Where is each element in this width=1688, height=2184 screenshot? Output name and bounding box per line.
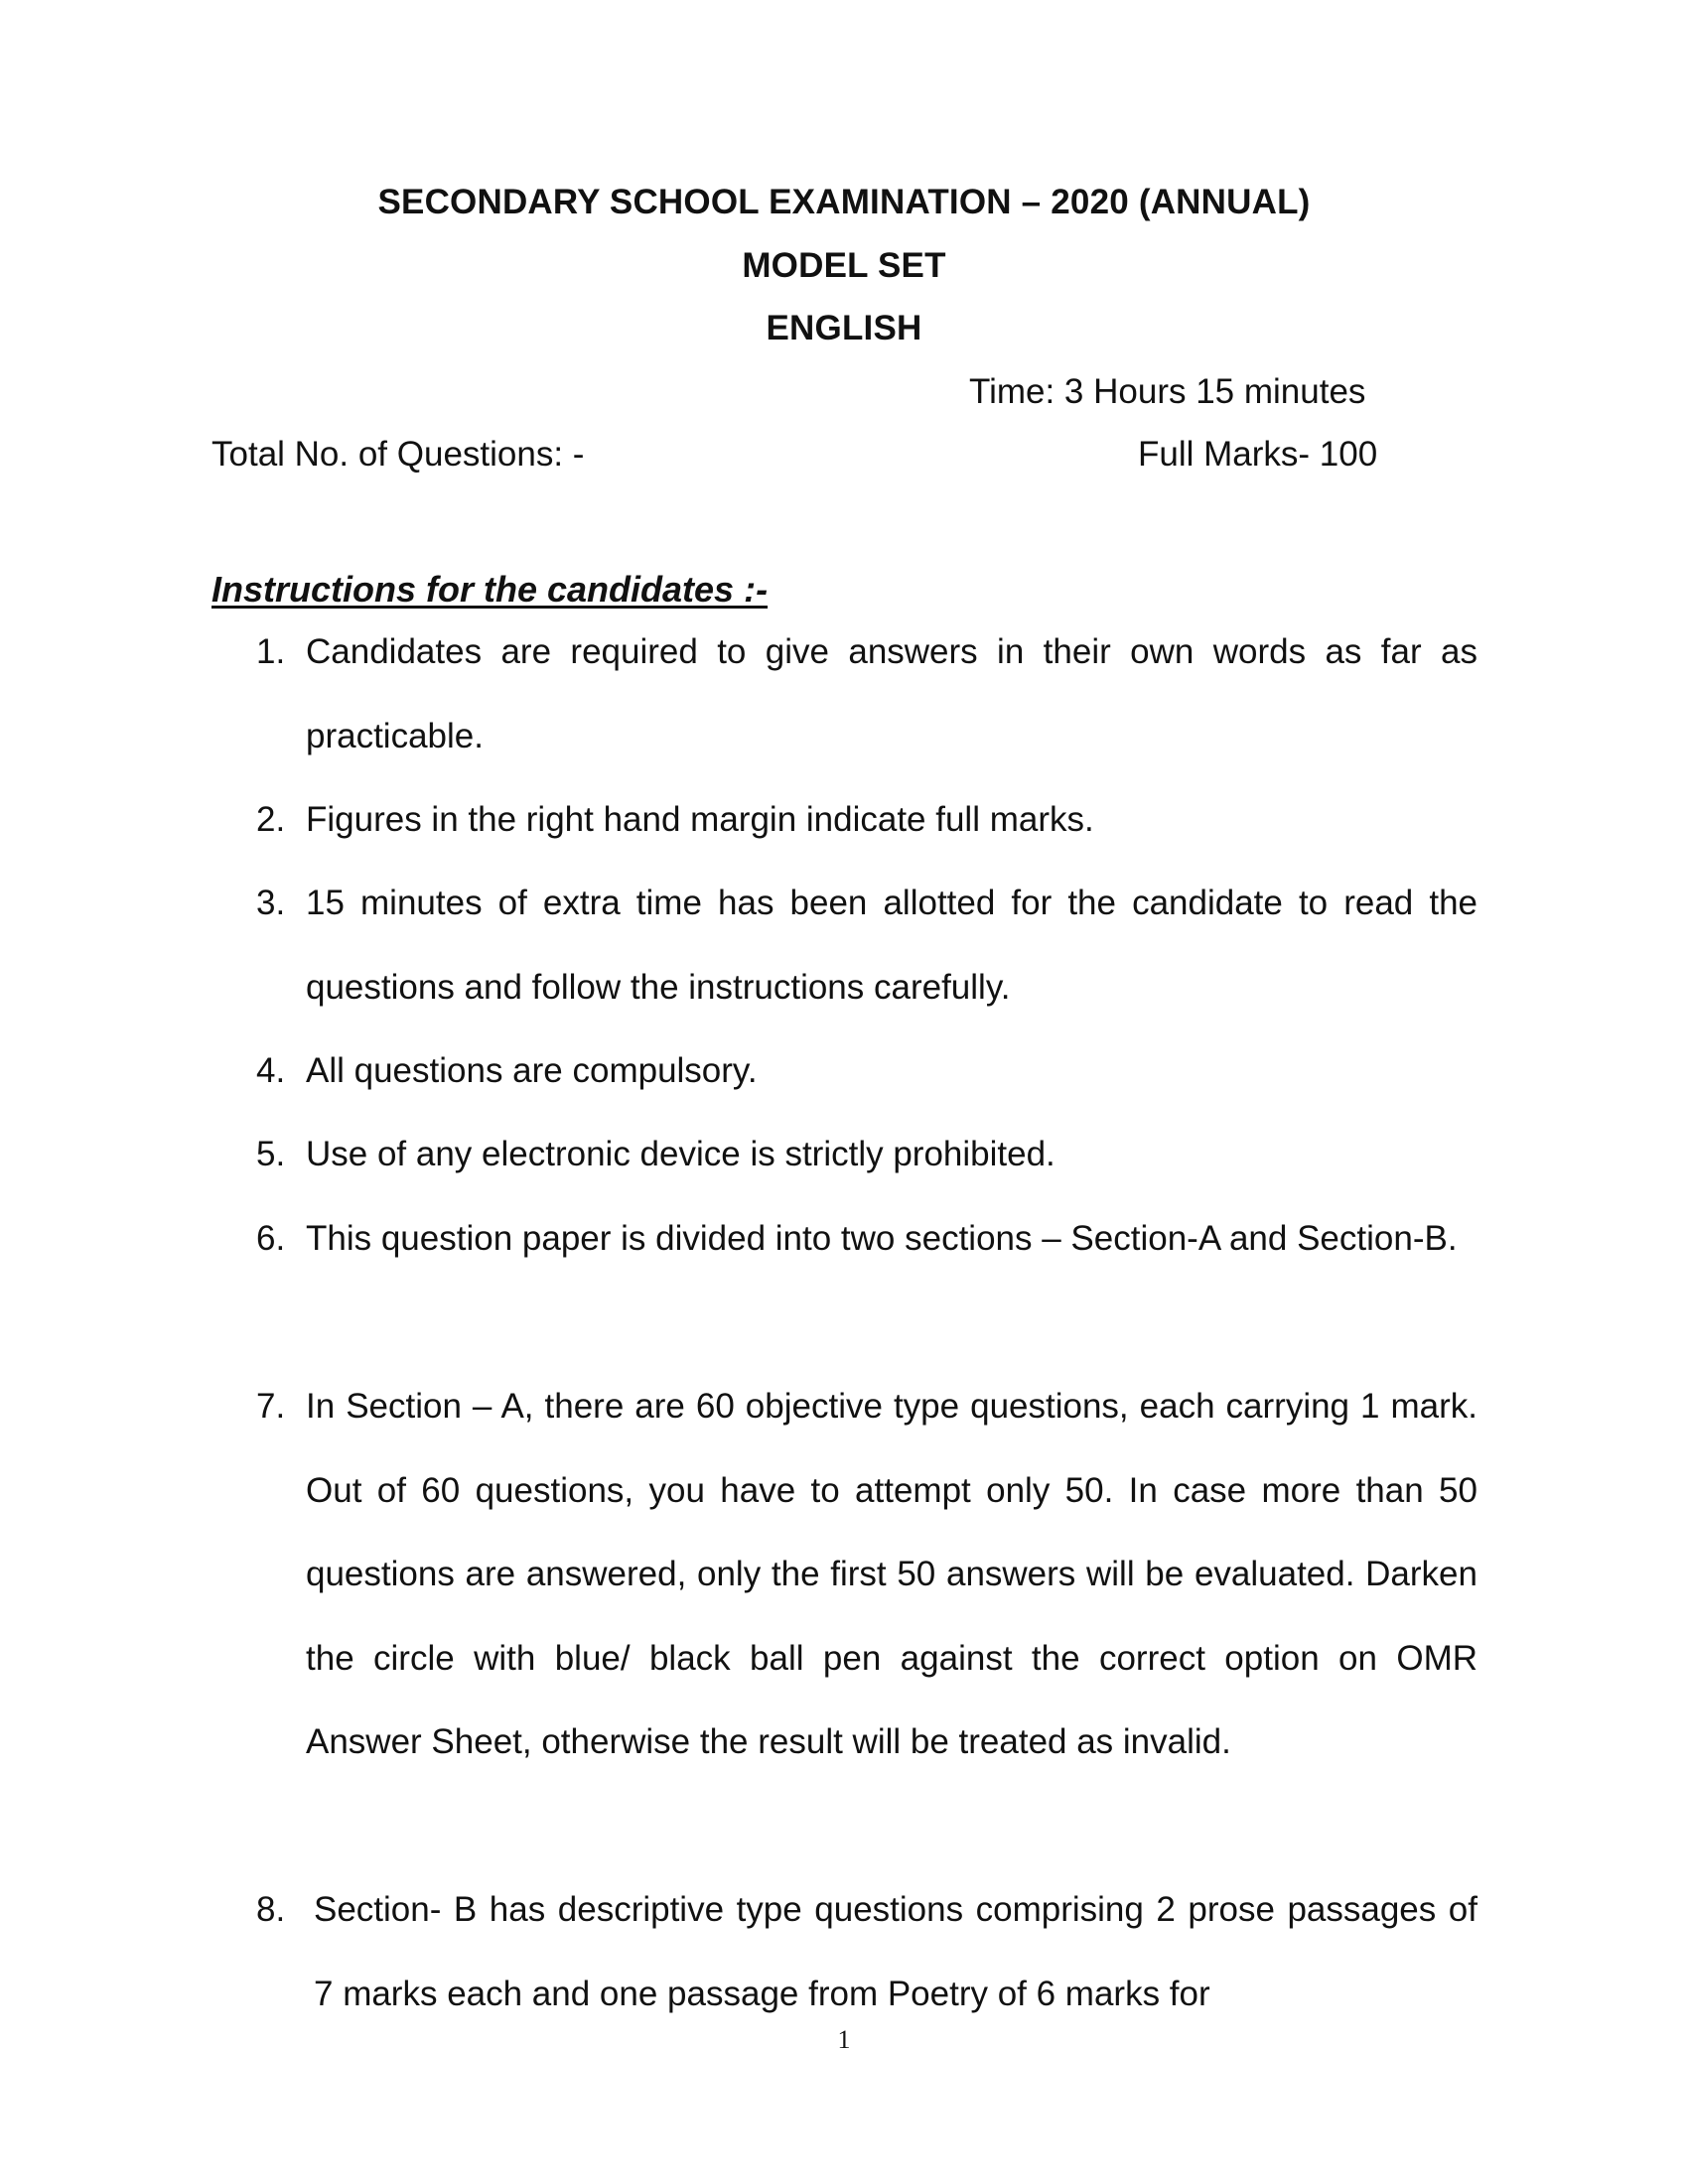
page-number: 1 [837, 2025, 851, 2054]
total-questions: Total No. of Questions: - [211, 435, 585, 474]
exam-time: Time: 3 Hours 15 minutes [969, 372, 1366, 411]
full-marks: Full Marks- 100 [1138, 435, 1378, 474]
instruction-text: All questions are compulsory. [306, 1051, 758, 1090]
instruction-text: 15 minutes of extra time has been allotted for the candidate to read the questions and follow the instructions carefully. [306, 884, 1477, 1007]
instruction-number: 2. [256, 800, 286, 839]
exam-subtitle: MODEL SET [742, 246, 946, 285]
instruction-text: Use of any electronic device is strictly prohibited. [306, 1135, 1055, 1173]
exam-subject: ENGLISH [766, 309, 922, 347]
instruction-text: Figures in the right hand margin indicate full marks. [306, 800, 1094, 839]
instruction-number: 1. [256, 632, 286, 671]
instruction-number: 5. [256, 1135, 286, 1173]
instructions-heading: Instructions for the candidates :- [211, 569, 769, 610]
instruction-text: This question paper is divided into two sections – Section-A and Section-B. [306, 1219, 1458, 1258]
instruction-number: 7. [256, 1387, 286, 1426]
instruction-text: Section- B has descriptive type questions comprising 2 prose passages of 7 marks each and one passage from Poetry of 6 marks for [314, 1890, 1477, 2013]
instruction-number: 4. [256, 1051, 286, 1090]
instruction-number: 3. [256, 884, 286, 922]
instruction-number: 8. [256, 1890, 286, 1929]
instruction-number: 6. [256, 1219, 286, 1258]
instruction-text: In Section – A, there are 60 objective type questions, each carrying 1 mark. Out of 60 questions, you have to attempt only 50. In case more than 50 questions are answered, only the first 50 answers will be evaluated. Darken the circle with blue/ black ball pen against the correct option on OMR Answer Sheet, otherwise the result will be treated as invalid. [306, 1387, 1477, 1761]
exam-title: SECONDARY SCHOOL EXAMINATION – 2020 (ANNUAL) [377, 183, 1311, 221]
instruction-text: Candidates are required to give answers in their own words as far as practicable. [306, 632, 1477, 755]
